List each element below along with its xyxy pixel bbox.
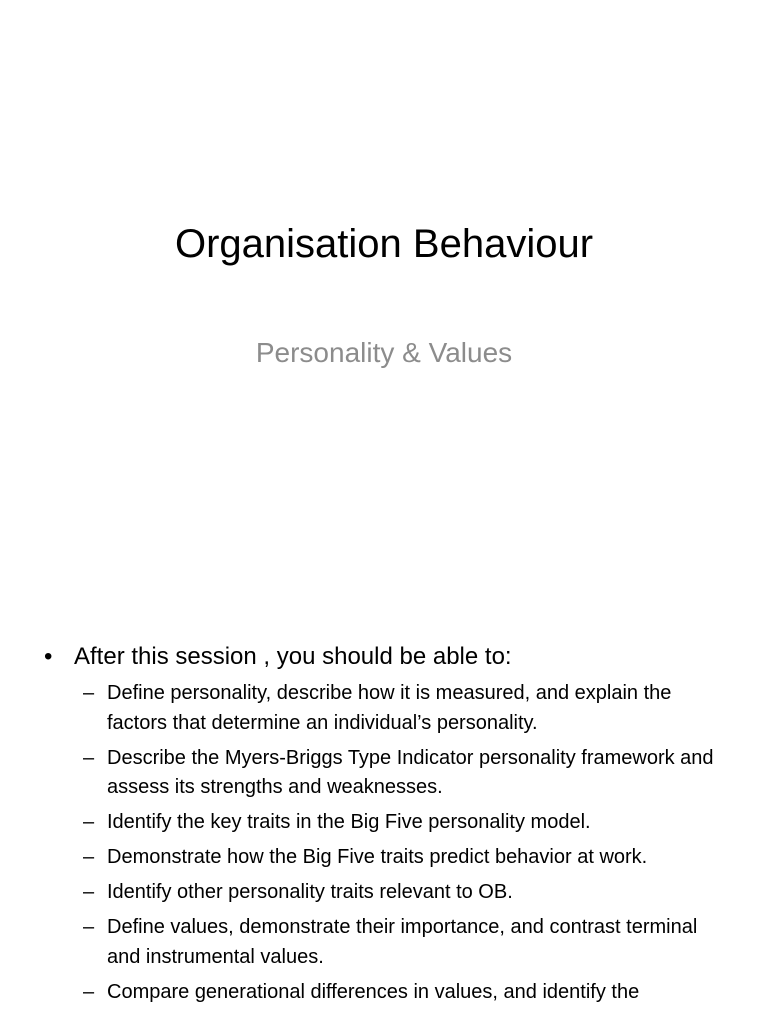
dash-icon: – [83,980,95,1003]
list-item [83,744,723,803]
objectives-intro-text: After this session , you should be able to: [74,643,512,670]
list-item-text: Describe the Myers-Briggs Type Indicator personality framework and assess its strengths and weaknesses. [107,746,714,798]
list-item [83,843,723,873]
list-item-text: Identify the key traits in the Big Five personality model. [107,811,591,833]
dash-icon: – [83,811,95,833]
list-item [83,808,723,838]
dash-icon: – [83,846,95,868]
list-item [83,878,723,908]
bullet-icon: • [44,643,53,670]
slide-subtitle: Personality & Values [255,337,513,368]
list-item-text: Demonstrate how the Big Five traits predict behavior at work. [107,846,648,868]
objectives-list [83,679,723,1013]
list-item-text: Define personality, describe how it is measured, and explain the factors that determine an individual’s personality. [107,682,672,734]
list-item [83,978,723,1008]
slide-title: Organisation Behaviour [174,222,594,266]
list-item-text: Define values, demonstrate their importance, and contrast terminal and instrumental values. [107,916,698,968]
dash-icon: – [83,881,95,903]
dash-icon: – [83,746,95,769]
list-item-text: Identify other personality traits relevant to OB. [107,881,513,903]
list-item-text: Compare generational differences in values, and identify the [107,980,640,1003]
list-item [83,679,723,738]
dash-icon: – [83,682,95,704]
list-item [83,913,723,972]
dash-icon: – [83,916,95,938]
